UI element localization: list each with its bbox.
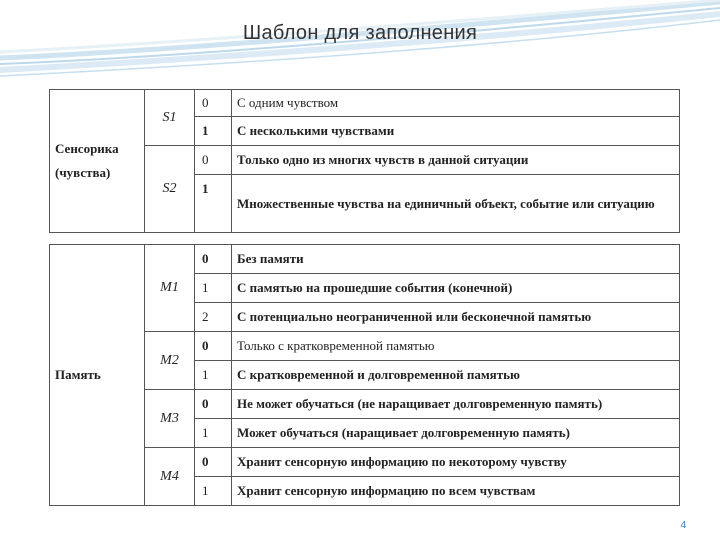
value-cell: 0 <box>195 448 232 477</box>
description-cell: С потенциально неограниченной или бесконечной памятью <box>232 303 680 332</box>
table-row <box>50 245 680 274</box>
slide-title: Шаблон для заполнения <box>242 22 478 44</box>
description-cell: С одним чувством <box>232 90 680 117</box>
subcategory-code: M3 <box>145 390 195 448</box>
description-cell: Только с кратковременной памятью <box>232 332 680 361</box>
subcategory-code: M1 <box>145 245 195 332</box>
table-row <box>50 146 680 175</box>
value-cell: 0 <box>195 390 232 419</box>
page-number: 4 <box>680 520 686 531</box>
description-cell: Может обучаться (наращивает долговременную память) <box>232 419 680 448</box>
value-cell: 1 <box>195 117 232 146</box>
description-cell: Не может обучаться (не наращивает долговременную память) <box>232 390 680 419</box>
table-row <box>50 332 680 361</box>
category-cell-memory: Память <box>50 245 145 506</box>
table-row <box>50 390 680 419</box>
description-cell: Хранит сенсорную информацию по некоторому чувству <box>232 448 680 477</box>
description-cell: С кратковременной и долговременной памятью <box>232 361 680 390</box>
subcategory-code: M4 <box>145 448 195 506</box>
description-cell: С несколькими чувствами <box>232 117 680 146</box>
sensory-table <box>49 89 680 233</box>
description-cell: Только одно из многих чувств в данной ситуации <box>232 146 680 175</box>
description-cell: Множественные чувства на единичный объект, событие или ситуацию <box>232 175 680 233</box>
value-cell: 1 <box>195 175 232 233</box>
table-row <box>50 448 680 477</box>
value-cell: 1 <box>195 477 232 506</box>
memory-table <box>49 244 680 506</box>
description-cell: Без памяти <box>232 245 680 274</box>
value-cell: 1 <box>195 274 232 303</box>
value-cell: 0 <box>195 146 232 175</box>
table-row <box>50 90 680 117</box>
description-cell: Хранит сенсорную информацию по всем чувствам <box>232 477 680 506</box>
category-sublabel: (чувства) <box>55 165 111 180</box>
value-cell: 0 <box>195 245 232 274</box>
subcategory-code: S1 <box>145 90 195 146</box>
value-cell: 1 <box>195 361 232 390</box>
value-cell: 2 <box>195 303 232 332</box>
value-cell: 0 <box>195 90 232 117</box>
category-label: Сенсорика <box>55 140 119 156</box>
subcategory-code: M2 <box>145 332 195 390</box>
category-cell-sensory <box>50 90 145 233</box>
subcategory-code: S2 <box>145 146 195 233</box>
description-cell: С памятью на прошедшие события (конечной) <box>232 274 680 303</box>
value-cell: 1 <box>195 419 232 448</box>
value-cell: 0 <box>195 332 232 361</box>
